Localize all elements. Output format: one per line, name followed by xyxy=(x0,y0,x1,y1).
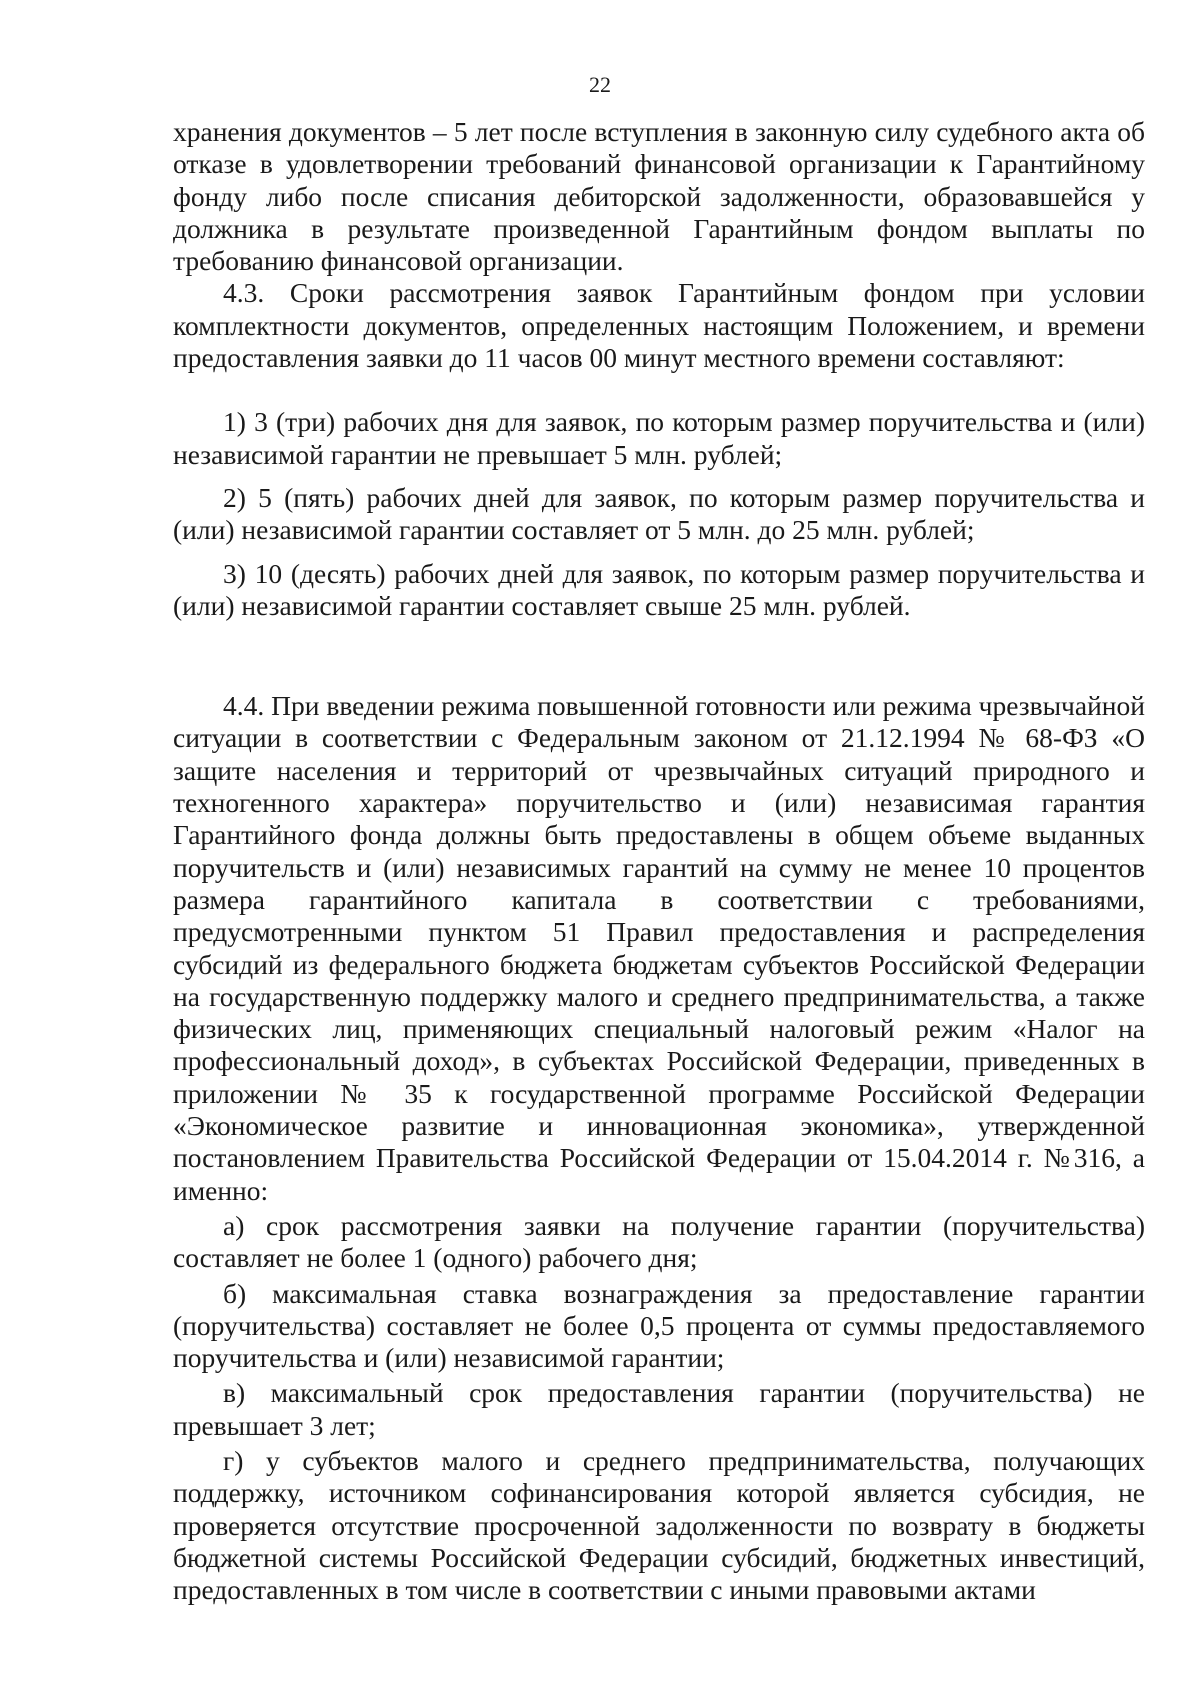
list-item-3: 3) 10 (десять) рабочих дней для заявок, по которым размер поручительства и (или) независимой гарантии составляет свыше 25 млн. рублей. xyxy=(173,557,1145,621)
document-body xyxy=(173,116,1145,1606)
paragraph-clause-4-4: 4.4. При введении режима повышенной готовности или режима чрезвычайной ситуации в соответствии с Федеральным законом от 21.12.1994 № 68-ФЗ «О защите населения и территорий от чрезвычайных ситуаций природного и техногенного характера» поручительство и (или) независимая гарантия Гарантийного фонда должны быть предоставлены в общем объеме выданных поручительств и (или) независимых гарантий на сумму не менее 10 процентов размера гарантийного капитала в соответствии с требованиями, предусмотренными пунктом 51 Правил предоставления и распределения субсидий из федерального бюджета бюджетам субъектов Российской Федерации на государственную поддержку малого и среднего предпринимательства, а также физических лиц, применяющих специальный налоговый режим «Налог на профессиональный доход», в субъектах Российской Федерации, приведенных в приложении № 35 к государственной программе Российской Федерации «Экономическое развитие и инновационная экономика», утвержденной постановлением Правительства Российской Федерации от 15.04.2014 г. №316, а именно: xyxy=(173,690,1145,1206)
list-item-a: а) срок рассмотрения заявки на получение гарантии (поручительства) составляет не более 1 (одного) рабочего дня; xyxy=(173,1209,1145,1274)
list-item-b: б) максимальная ставка вознаграждения за предоставление гарантии (поручительства) составляет не более 0,5 процента от суммы предоставляемого поручительства и (или) независимой гарантии; xyxy=(173,1277,1145,1374)
list-item-1: 1) 3 (три) рабочих дня для заявок, по которым размер поручительства и (или) независимой гарантии не превышает 5 млн. рублей; xyxy=(173,406,1145,470)
paragraph-clause-4-3: 4.3. Сроки рассмотрения заявок Гарантийным фондом при условии комплектности документов, определенных настоящим Положением, и времени предоставления заявки до 11 часов 00 минут местного времени составляют: xyxy=(173,277,1145,374)
list-item-2: 2) 5 (пять) рабочих дней для заявок, по которым размер поручительства и (или) независимой гарантии составляет от 5 млн. до 25 млн. рублей; xyxy=(173,481,1145,546)
list-item-g: г) у субъектов малого и среднего предпринимательства, получающих поддержку, источником софинансирования которой является субсидия, не проверяется отсутствие просроченной задолженности по возврату в бюджеты бюджетной системы Российской Федерации субсидий, бюджетных инвестиций, предоставленных в том числе в соответствии с иными правовыми актами xyxy=(173,1444,1145,1606)
list-item-v: в) максимальный срок предоставления гарантии (поручительства) не превышает 3 лет; xyxy=(173,1377,1145,1441)
page-number: 22 xyxy=(589,72,611,97)
paragraph-continuation: хранения документов – 5 лет после вступления в законную силу судебного акта об отказе в удовлетворении требований финансовой организации к Гарантийному фонду либо после списания дебиторской задолженности, образовавшейся у должника в результате произведенной Гарантийным фондом выплаты по требованию финансовой организации. xyxy=(173,116,1145,277)
